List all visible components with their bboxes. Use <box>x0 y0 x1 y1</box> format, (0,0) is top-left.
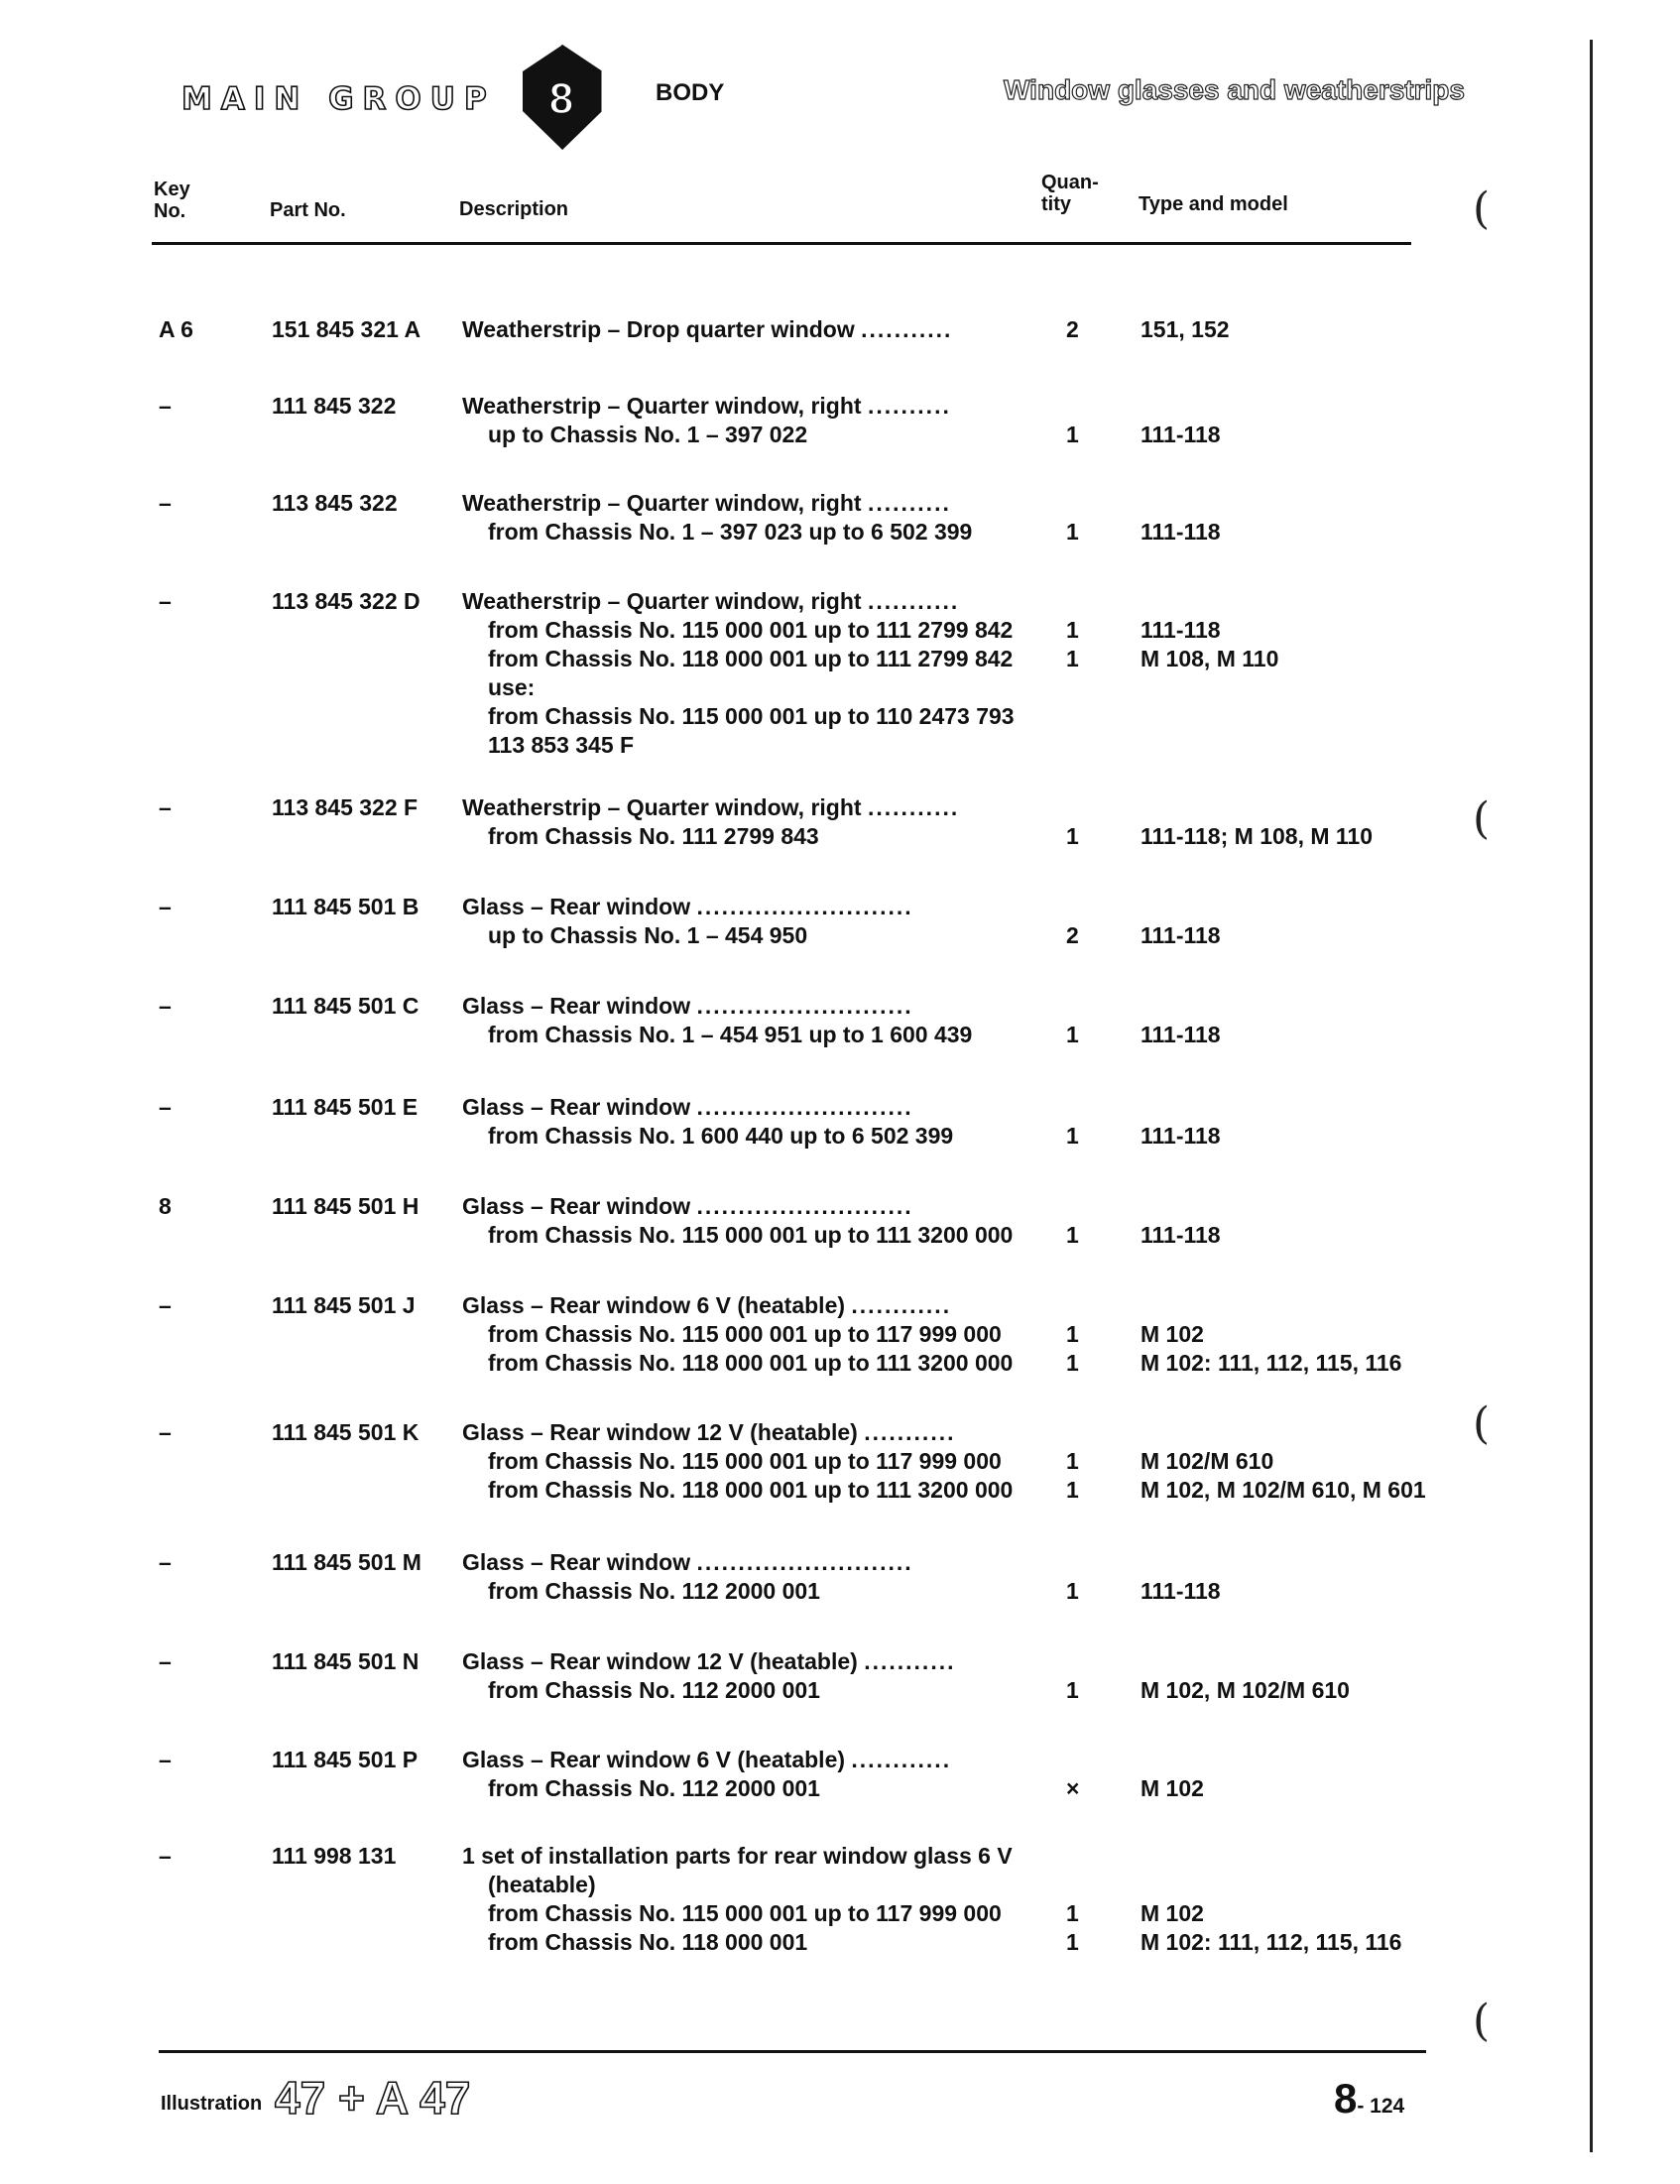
group-badge-icon <box>519 42 604 153</box>
description-text: Glass – Rear window 6 V (heatable) <box>462 1747 846 1772</box>
description-text: up to Chassis No. 1 – 397 022 <box>488 422 808 447</box>
quantity-value <box>1066 1871 1096 1899</box>
type-model-value: 111-118 <box>1140 1578 1221 1604</box>
leader-dots: ............ <box>851 1292 952 1318</box>
type-model-value <box>1140 1548 1221 1577</box>
type-model-value <box>1140 392 1221 421</box>
description-text: from Chassis No. 115 000 001 up to 117 999 000 <box>488 1321 1002 1347</box>
quantity-value <box>1066 1418 1096 1447</box>
description-line <box>462 1418 1013 1447</box>
quantity-value <box>1066 673 1096 702</box>
description-line <box>462 673 1015 702</box>
description-text: from Chassis No. 118 000 001 up to 111 3200 000 <box>488 1350 1014 1376</box>
description-line <box>462 1746 951 1774</box>
quantity-value <box>1066 893 1096 921</box>
description-line <box>462 587 1015 616</box>
description-text: from Chassis No. 1 600 440 up to 6 502 399 <box>488 1123 954 1149</box>
description <box>462 1192 1013 1250</box>
description <box>462 992 972 1049</box>
type-model-value: 111-118 <box>1140 1222 1221 1248</box>
leader-dots: ........... <box>864 1419 956 1445</box>
type-and-model <box>1140 1842 1401 1957</box>
description-text: up to Chassis No. 1 – 454 950 <box>488 922 808 948</box>
column-header-type-model: Type and model <box>1139 193 1288 215</box>
type-model-value: 111-118 <box>1140 422 1221 447</box>
description-text: use: <box>488 674 536 700</box>
illustration-reference: 47 + A 47 <box>275 2072 471 2123</box>
description <box>462 1291 1013 1378</box>
quantity-value: 1 <box>1066 1929 1079 1955</box>
description-line <box>462 1842 1013 1871</box>
type-model-value <box>1140 731 1278 760</box>
type-model-value <box>1140 1291 1401 1320</box>
part-number: 111 845 501 K <box>272 1419 420 1445</box>
quantity-value: 1 <box>1066 1222 1079 1248</box>
description-text: Glass – Rear window <box>462 894 691 919</box>
quantity <box>1066 1418 1096 1505</box>
key-number: A 6 <box>159 316 193 342</box>
leader-dots: .......... <box>867 490 951 516</box>
quantity-value: 2 <box>1066 922 1079 948</box>
quantity <box>1066 1746 1096 1803</box>
quantity-value: 1 <box>1066 1123 1079 1149</box>
description-line <box>462 315 952 344</box>
quantity-value: 1 <box>1066 646 1079 671</box>
quantity-value <box>1066 1647 1096 1676</box>
type-and-model <box>1140 992 1221 1049</box>
description-line <box>462 616 1015 645</box>
type-model-value: M 102 <box>1140 1775 1204 1801</box>
quantity-value <box>1066 702 1096 731</box>
type-model-value: M 102, M 102/M 610, M 601 <box>1140 1477 1426 1503</box>
description-text: (heatable) <box>488 1872 596 1897</box>
page-number-main: 8 <box>1334 2075 1358 2122</box>
quantity-value: 1 <box>1066 519 1079 545</box>
description-line <box>462 1676 956 1705</box>
description-text: from Chassis No. 118 000 001 <box>488 1929 808 1955</box>
key-number: – <box>159 1648 172 1674</box>
type-model-value: M 102, M 102/M 610 <box>1140 1677 1350 1703</box>
column-header-quantity: Quan-tity <box>1041 172 1099 215</box>
description-text: from Chassis No. 115 000 001 up to 117 999 000 <box>488 1448 1002 1474</box>
type-and-model <box>1140 315 1230 344</box>
quantity-value: 1 <box>1066 823 1079 849</box>
type-and-model <box>1140 392 1221 449</box>
description-text: from Chassis No. 112 2000 001 <box>488 1578 820 1604</box>
part-number: 151 845 321 A <box>272 316 421 342</box>
description <box>462 893 913 950</box>
type-and-model <box>1140 1746 1204 1803</box>
type-model-value: 111-118 <box>1140 519 1221 545</box>
type-model-value: 111-118; M 108, M 110 <box>1140 823 1374 849</box>
type-model-value <box>1140 1418 1426 1447</box>
description-text: Glass – Rear window <box>462 1193 691 1219</box>
description-text: Glass – Rear window <box>462 1549 691 1575</box>
type-model-value: M 102: 111, 112, 115, 116 <box>1140 1929 1402 1955</box>
type-model-value: M 102/M 610 <box>1140 1448 1274 1474</box>
description-line <box>462 1093 953 1122</box>
key-number: – <box>159 1094 172 1120</box>
leader-dots: ........... <box>864 1648 956 1674</box>
description-text: Weatherstrip – Quarter window, right <box>462 490 862 516</box>
key-number: – <box>159 490 172 516</box>
key-number: – <box>159 993 172 1019</box>
column-header-part-no: Part No. <box>270 199 346 221</box>
quantity-value: × <box>1066 1775 1080 1801</box>
description <box>462 793 959 851</box>
column-header-description: Description <box>459 198 569 220</box>
description <box>462 1548 913 1606</box>
part-number: 111 845 501 J <box>272 1292 416 1318</box>
description-line <box>462 645 1015 673</box>
part-number: 111 998 131 <box>272 1843 397 1869</box>
quantity-value <box>1066 1291 1096 1320</box>
quantity-value <box>1066 793 1096 822</box>
illustration-label: Illustration <box>161 2093 263 2115</box>
description <box>462 1842 1013 1957</box>
quantity-value: 1 <box>1066 1448 1079 1474</box>
quantity <box>1066 489 1096 546</box>
description-text: from Chassis No. 115 000 001 up to 117 999 000 <box>488 1900 1002 1926</box>
description-line <box>462 992 972 1021</box>
description-text: Weatherstrip – Drop quarter window <box>462 316 855 342</box>
description-line <box>462 822 959 851</box>
type-model-value: 111-118 <box>1140 1022 1221 1047</box>
description-text: Glass – Rear window 12 V (heatable) <box>462 1648 858 1674</box>
type-model-value <box>1140 1842 1401 1871</box>
part-number: 111 845 501 E <box>272 1094 419 1120</box>
type-model-value <box>1140 1871 1401 1899</box>
quantity-value: 1 <box>1066 617 1079 643</box>
description-text: Glass – Rear window 12 V (heatable) <box>462 1419 858 1445</box>
description <box>462 587 1015 760</box>
quantity-value <box>1066 1548 1096 1577</box>
quantity-value <box>1066 1746 1096 1774</box>
type-and-model <box>1140 489 1221 546</box>
quantity-value <box>1066 489 1096 518</box>
quantity <box>1066 587 1096 760</box>
type-model-value: 111-118 <box>1140 1123 1221 1149</box>
type-and-model <box>1140 1647 1350 1705</box>
type-model-value <box>1140 489 1221 518</box>
description-text: from Chassis No. 118 000 001 up to 111 2799 842 <box>488 646 1014 671</box>
description-line <box>462 1291 1013 1320</box>
description-line <box>462 702 1015 731</box>
leader-dots: ........... <box>867 588 960 614</box>
quantity-value: 1 <box>1066 1350 1079 1376</box>
description-line <box>462 1647 956 1676</box>
description-line <box>462 1577 913 1606</box>
description-text: from Chassis No. 115 000 001 up to 110 2473 793 <box>488 703 1015 729</box>
description-line <box>462 1021 972 1049</box>
type-model-value <box>1140 702 1278 731</box>
type-model-value: M 102: 111, 112, 115, 116 <box>1140 1350 1402 1376</box>
part-number: 111 845 501 P <box>272 1747 419 1772</box>
leader-dots: ........... <box>867 794 960 820</box>
type-model-value <box>1140 793 1373 822</box>
description-text: Glass – Rear window <box>462 1094 691 1120</box>
description <box>462 489 972 546</box>
type-and-model <box>1140 1093 1221 1151</box>
type-and-model <box>1140 1548 1221 1606</box>
leader-dots: .......................... <box>696 1549 913 1575</box>
description-line <box>462 1774 951 1803</box>
footer-divider <box>159 2050 1426 2053</box>
group-number: 8 <box>548 74 574 123</box>
type-model-value <box>1140 893 1221 921</box>
description-text: from Chassis No. 112 2000 001 <box>488 1775 820 1801</box>
part-number: 113 845 322 F <box>272 794 419 820</box>
page-number-sub: - 124 <box>1357 2095 1405 2118</box>
quantity-value <box>1066 392 1096 421</box>
description-text: Weatherstrip – Quarter window, right <box>462 393 862 419</box>
key-number: – <box>159 894 172 919</box>
leader-dots: .......................... <box>696 1094 913 1120</box>
description-line <box>462 1548 913 1577</box>
key-number: – <box>159 393 172 419</box>
column-header-key-no: Key No. <box>154 179 190 222</box>
description-line <box>462 1899 1013 1928</box>
group-number-badge <box>519 42 604 153</box>
quantity <box>1066 1548 1096 1606</box>
leader-dots: ........... <box>861 316 953 342</box>
description-line <box>462 1320 1013 1349</box>
quantity <box>1066 1291 1096 1378</box>
part-number: 113 845 322 D <box>272 588 420 614</box>
quantity-value: 1 <box>1066 1677 1079 1703</box>
quantity <box>1066 392 1096 449</box>
quantity-value: 1 <box>1066 1477 1079 1503</box>
description-text: 113 853 345 F <box>488 732 635 758</box>
section-title: BODY <box>656 79 725 106</box>
type-and-model <box>1140 793 1373 851</box>
description-text: 1 set of installation parts for rear window glass 6 V <box>462 1843 1013 1869</box>
punch-hole-mark: ( <box>1473 183 1491 234</box>
quantity-value: 1 <box>1066 1321 1079 1347</box>
quantity <box>1066 793 1096 851</box>
description-line <box>462 1447 1013 1476</box>
binding-edge-line <box>1590 40 1593 2152</box>
description-text: from Chassis No. 1 – 397 023 up to 6 502 399 <box>488 519 973 545</box>
type-model-value <box>1140 673 1278 702</box>
key-number: – <box>159 1549 172 1575</box>
quantity <box>1066 1647 1096 1705</box>
quantity-value: 1 <box>1066 1578 1079 1604</box>
description-line <box>462 1122 953 1151</box>
quantity-value <box>1066 1842 1096 1871</box>
description <box>462 392 951 449</box>
part-number: 111 845 501 N <box>272 1648 420 1674</box>
key-number: – <box>159 588 172 614</box>
type-model-value: 111-118 <box>1140 922 1221 948</box>
part-number: 111 845 322 <box>272 393 397 419</box>
type-and-model <box>1140 1192 1221 1250</box>
punch-hole-mark: ( <box>1473 1398 1491 1449</box>
quantity-value <box>1066 1093 1096 1122</box>
description-text: from Chassis No. 111 2799 843 <box>488 823 819 849</box>
description-line <box>462 489 972 518</box>
key-number: – <box>159 1843 172 1869</box>
key-number: – <box>159 1419 172 1445</box>
quantity <box>1066 315 1096 344</box>
type-model-value <box>1140 1093 1221 1122</box>
description-line <box>462 893 913 921</box>
quantity <box>1066 1842 1096 1957</box>
type-model-value <box>1140 1647 1350 1676</box>
description <box>462 1418 1013 1505</box>
quantity <box>1066 1093 1096 1151</box>
quantity-value: 1 <box>1066 422 1079 447</box>
description-text: Weatherstrip – Quarter window, right <box>462 588 862 614</box>
leader-dots: .......... <box>867 393 951 419</box>
description-text: Glass – Rear window 6 V (heatable) <box>462 1292 846 1318</box>
description-line <box>462 1192 1013 1221</box>
description <box>462 315 952 344</box>
description-line <box>462 1871 1013 1899</box>
description-text: Glass – Rear window <box>462 993 691 1019</box>
page-number <box>1334 2075 1404 2123</box>
key-number: – <box>159 1747 172 1772</box>
description-line <box>462 1476 1013 1505</box>
quantity-value <box>1066 992 1096 1021</box>
key-number: – <box>159 794 172 820</box>
type-model-value: 151, 152 <box>1140 316 1230 342</box>
quantity <box>1066 992 1096 1049</box>
description-line <box>462 731 1015 760</box>
description-line <box>462 793 959 822</box>
part-number: 111 845 501 B <box>272 894 420 919</box>
type-and-model <box>1140 1291 1401 1378</box>
description-line <box>462 1349 1013 1378</box>
punch-hole-mark: ( <box>1473 793 1491 844</box>
subsection-title: Window glasses and weatherstrips <box>1004 74 1465 105</box>
description-text: from Chassis No. 112 2000 001 <box>488 1677 820 1703</box>
quantity <box>1066 893 1096 950</box>
header-divider <box>152 242 1411 245</box>
description-text: from Chassis No. 115 000 001 up to 111 3200 000 <box>488 1222 1014 1248</box>
quantity-value <box>1066 1192 1096 1221</box>
description-text: from Chassis No. 118 000 001 up to 111 3200 000 <box>488 1477 1014 1503</box>
key-number: 8 <box>159 1193 172 1219</box>
description-line <box>462 1928 1013 1957</box>
quantity-value: 2 <box>1066 316 1079 342</box>
part-number: 111 845 501 C <box>272 993 420 1019</box>
leader-dots: ............ <box>851 1747 952 1772</box>
punch-hole-mark: ( <box>1473 1996 1491 2046</box>
description-line <box>462 421 951 449</box>
description <box>462 1746 951 1803</box>
type-model-value: M 102 <box>1140 1900 1204 1926</box>
part-number: 113 845 322 <box>272 490 398 516</box>
type-model-value <box>1140 587 1278 616</box>
type-and-model <box>1140 893 1221 950</box>
type-and-model <box>1140 587 1278 760</box>
description-line <box>462 392 951 421</box>
description <box>462 1093 953 1151</box>
quantity-value <box>1066 587 1096 616</box>
description-text: from Chassis No. 115 000 001 up to 111 2799 842 <box>488 617 1014 643</box>
description-text: from Chassis No. 1 – 454 951 up to 1 600 439 <box>488 1022 973 1047</box>
type-model-value: M 108, M 110 <box>1140 646 1279 671</box>
leader-dots: .......................... <box>696 1193 913 1219</box>
type-model-value: M 102 <box>1140 1321 1204 1347</box>
quantity-value: 1 <box>1066 1900 1079 1926</box>
key-number: – <box>159 1292 172 1318</box>
description-line <box>462 921 913 950</box>
quantity-value <box>1066 731 1096 760</box>
part-number: 111 845 501 H <box>272 1193 420 1219</box>
leader-dots: .......................... <box>696 894 913 919</box>
type-model-value <box>1140 1746 1204 1774</box>
description-line <box>462 518 972 546</box>
type-model-value <box>1140 1192 1221 1221</box>
quantity <box>1066 1192 1096 1250</box>
type-and-model <box>1140 1418 1426 1505</box>
description-text: Weatherstrip – Quarter window, right <box>462 794 862 820</box>
type-model-value <box>1140 992 1221 1021</box>
description <box>462 1647 956 1705</box>
description-line <box>462 1221 1013 1250</box>
leader-dots: .......................... <box>696 993 913 1019</box>
type-model-value: 111-118 <box>1140 617 1221 643</box>
quantity-value: 1 <box>1066 1022 1079 1047</box>
part-number: 111 845 501 M <box>272 1549 421 1575</box>
main-group-heading: MAIN GROUP <box>181 81 496 117</box>
